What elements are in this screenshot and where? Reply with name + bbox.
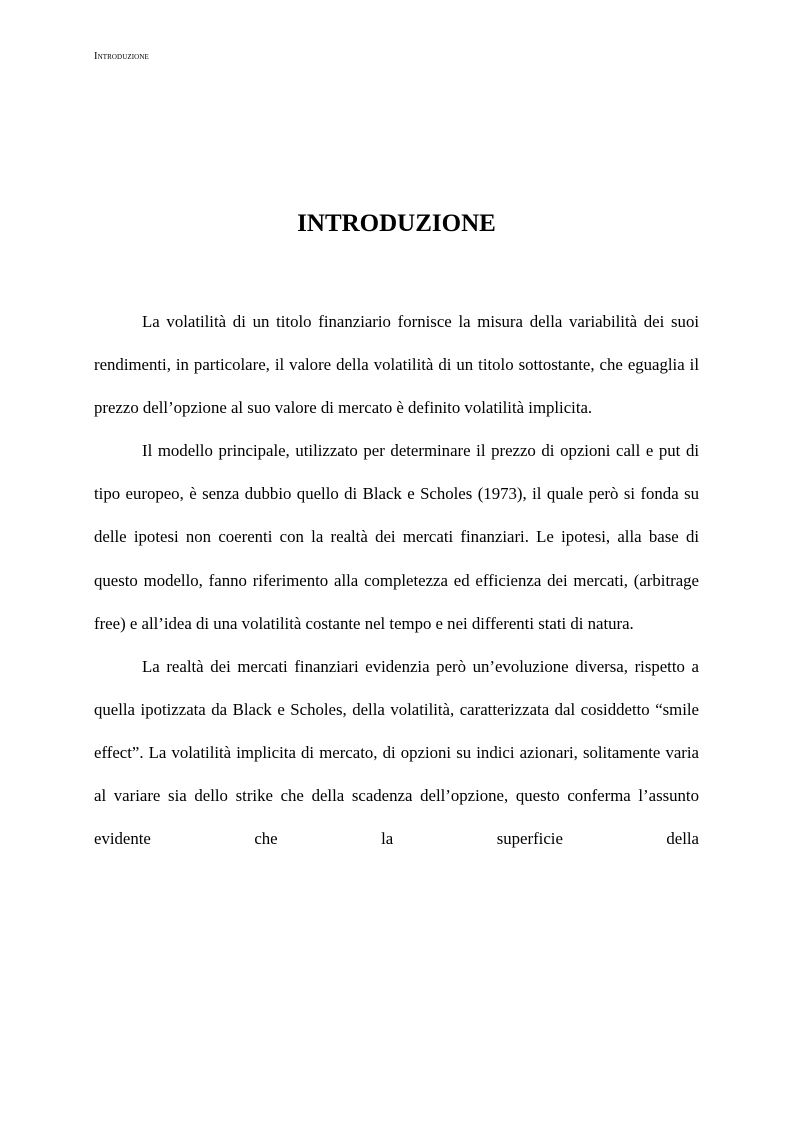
- paragraph-volatility-definition: La volatilità di un titolo finanziario fornisce la misura della variabilità dei suoi rendimenti, in particolare, il valore della volatilità di un titolo sottostante, che eguaglia il prezzo dell’opzione al suo valore di mercato è definito volatilità implicita.: [94, 312, 699, 418]
- paragraph-black-scholes-model: Il modello principale, utilizzato per determinare il prezzo di opzioni call e put di tipo europeo, è senza dubbio quello di Black e Scholes (1973), il quale però si fonda su delle ipotesi non coerenti con la realtà dei mercati finanziari. Le ipotesi, alla base di questo modello, fanno riferimento alla completezza ed efficienza dei mercati, (arbitrage free) e all’idea di una volatilità costante nel tempo e nei differenti stati di natura.: [94, 441, 699, 633]
- running-header: Introduzione: [94, 51, 149, 62]
- chapter-title: INTRODUZIONE: [297, 210, 496, 237]
- paragraph-smile-effect: La realtà dei mercati finanziari evidenzia però un’evoluzione diversa, rispetto a quella ipotizzata da Black e Scholes, della volatilità, caratterizzata dal cosiddetto “smile effect”. La volatilità implicita di mercato, di opzioni su indici azionari, solitamente varia al variare sia dello strike che della scadenza dell’opzione, questo conferma l’assunto evidente che la superficie della: [94, 656, 699, 849]
- body-text: [94, 300, 699, 860]
